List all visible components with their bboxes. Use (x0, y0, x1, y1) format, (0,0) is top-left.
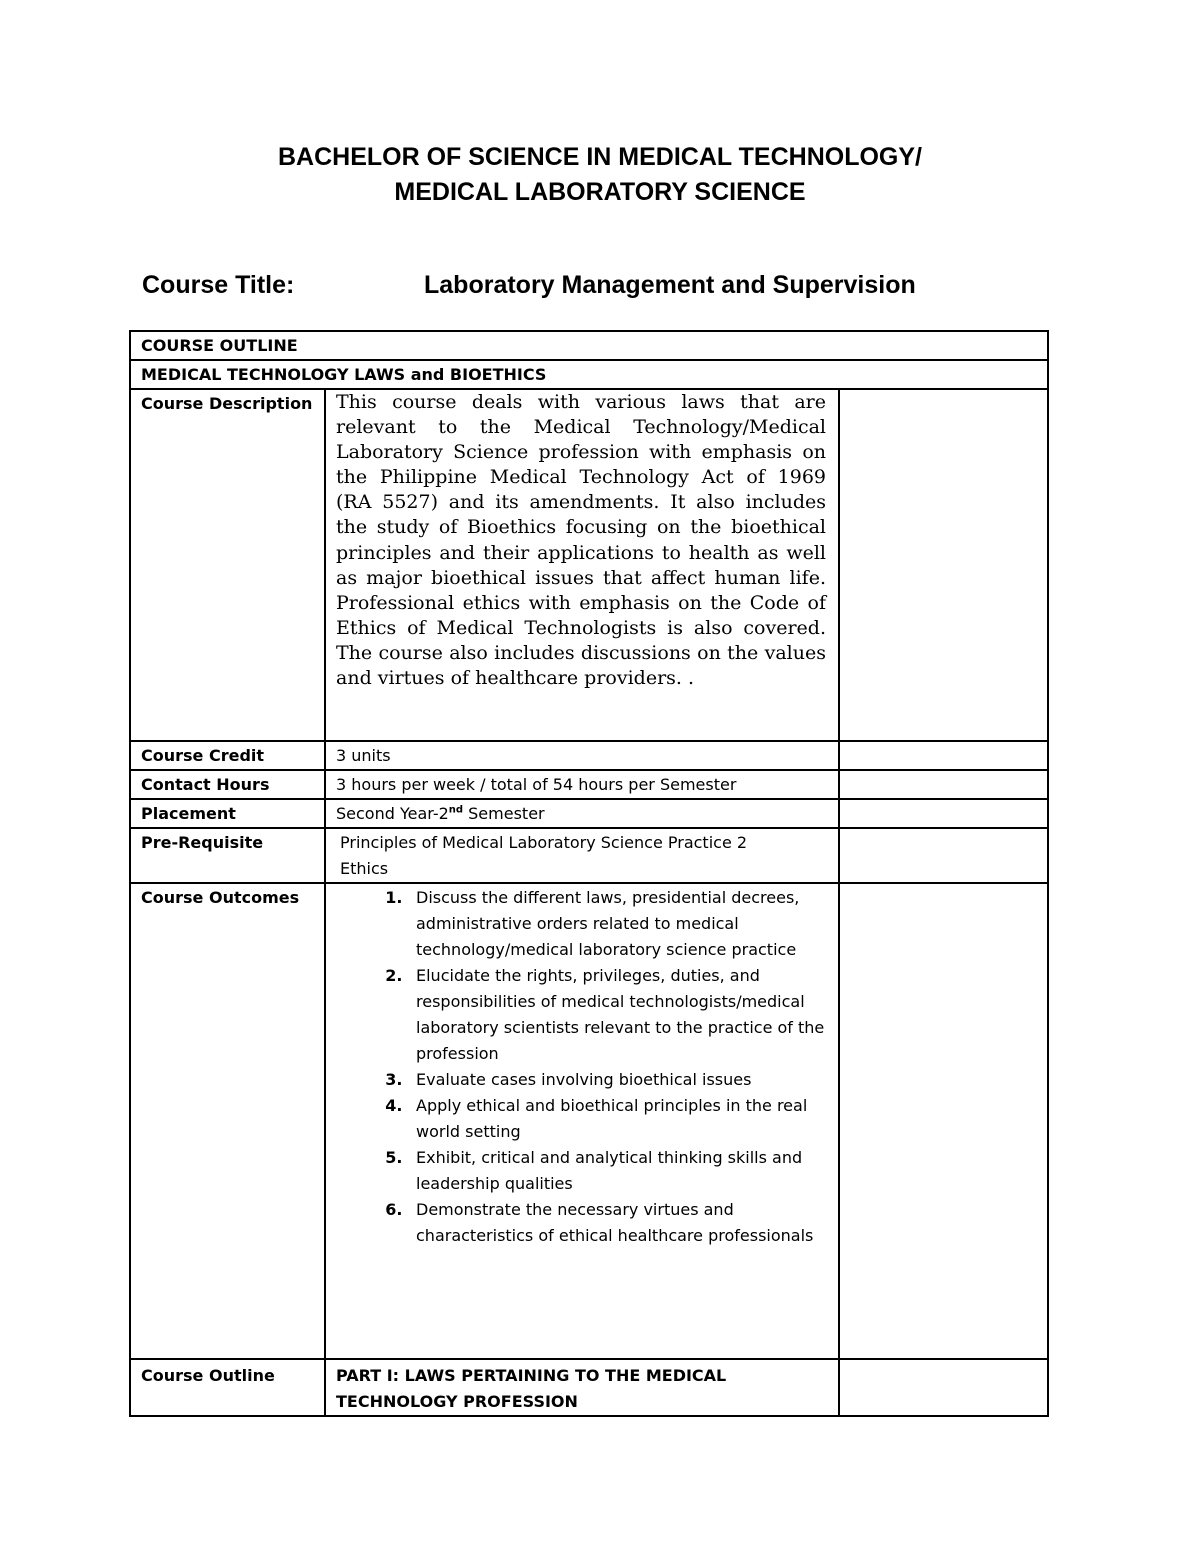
table-row (130, 360, 1048, 389)
course-outcomes-value (325, 883, 839, 1359)
outcomes-list (336, 885, 828, 1249)
placement-ordinal: nd (448, 804, 464, 816)
list-item: 2. Elucidate the rights, privileges, duties, and responsibilities of medical technologists/medical laboratory scientists relevant to the practice of the profession (408, 963, 828, 1067)
table-row (130, 828, 1048, 883)
placement-value (325, 799, 839, 828)
list-item: 3. Evaluate cases involving bioethical issues (408, 1067, 828, 1093)
table-row (130, 1359, 1048, 1416)
prerequisite-label: Pre-Requisite (130, 828, 325, 883)
empty-cell (839, 741, 1048, 770)
subject-header: MEDICAL TECHNOLOGY LAWS and BIOETHICS (130, 360, 1048, 389)
placement-semester: Semester (463, 804, 545, 823)
course-title-value: Laboratory Management and Supervision (424, 271, 916, 299)
empty-cell (839, 389, 1048, 741)
empty-cell (839, 883, 1048, 1359)
prerequisite-value (325, 828, 839, 883)
document-heading (0, 140, 1200, 210)
heading-line-1: BACHELOR OF SCIENCE IN MEDICAL TECHNOLOGY/ (277, 143, 922, 171)
course-outcomes-label: Course Outcomes (130, 883, 325, 1359)
table-row (130, 799, 1048, 828)
course-description-text: This course deals with various laws that are relevant to the Medical Technology/Medical Laboratory Science profession with emphasis on the Philippine Medical Technology Act of 1969 (RA 5527) and its amendments. It also includes the study of Bioethics focusing on the bioethical principles and their applications to health as well as major bioethical issues that affect human life. Professional ethics with emphasis on the Code of Ethics of Medical Technologists is also covered. The course also includes discussions on the values and virtues of healthcare providers. . (325, 389, 839, 741)
course-outline-label: Course Outline (130, 1359, 325, 1416)
contact-hours-label: Contact Hours (130, 770, 325, 799)
prerequisite-line-2: Ethics (340, 859, 389, 878)
list-item: 4. Apply ethical and bioethical principles in the real world setting (408, 1093, 828, 1145)
table-row (130, 389, 1048, 741)
course-outline-value: PART I: LAWS PERTAINING TO THE MEDICAL TECHNOLOGY PROFESSION (325, 1359, 839, 1416)
list-item: 1. Discuss the different laws, presidential decrees, administrative orders related to medical technology/medical laboratory science practice (408, 885, 828, 963)
prerequisite-line-1: Principles of Medical Laboratory Science Practice 2 (340, 833, 748, 852)
placement-label: Placement (130, 799, 325, 828)
empty-cell (839, 799, 1048, 828)
empty-cell (839, 1359, 1048, 1416)
table-row (130, 770, 1048, 799)
placement-year: Second Year-2 (336, 804, 449, 823)
course-outline-header: COURSE OUTLINE (130, 331, 1048, 360)
course-credit-label: Course Credit (130, 741, 325, 770)
empty-cell (839, 828, 1048, 883)
contact-hours-value: 3 hours per week / total of 54 hours per Semester (325, 770, 839, 799)
table-row (130, 883, 1048, 1359)
empty-cell (839, 770, 1048, 799)
table-row (130, 741, 1048, 770)
list-item: 5. Exhibit, critical and analytical thinking skills and leadership qualities (408, 1145, 828, 1197)
course-outline-table (129, 330, 1049, 1417)
course-title-label: Course Title: (142, 271, 295, 299)
table-row (130, 331, 1048, 360)
course-description-label: Course Description (130, 389, 325, 741)
list-item: 6. Demonstrate the necessary virtues and characteristics of ethical healthcare professionals (408, 1197, 828, 1249)
course-credit-value: 3 units (325, 741, 839, 770)
heading-line-2: MEDICAL LABORATORY SCIENCE (394, 178, 806, 206)
